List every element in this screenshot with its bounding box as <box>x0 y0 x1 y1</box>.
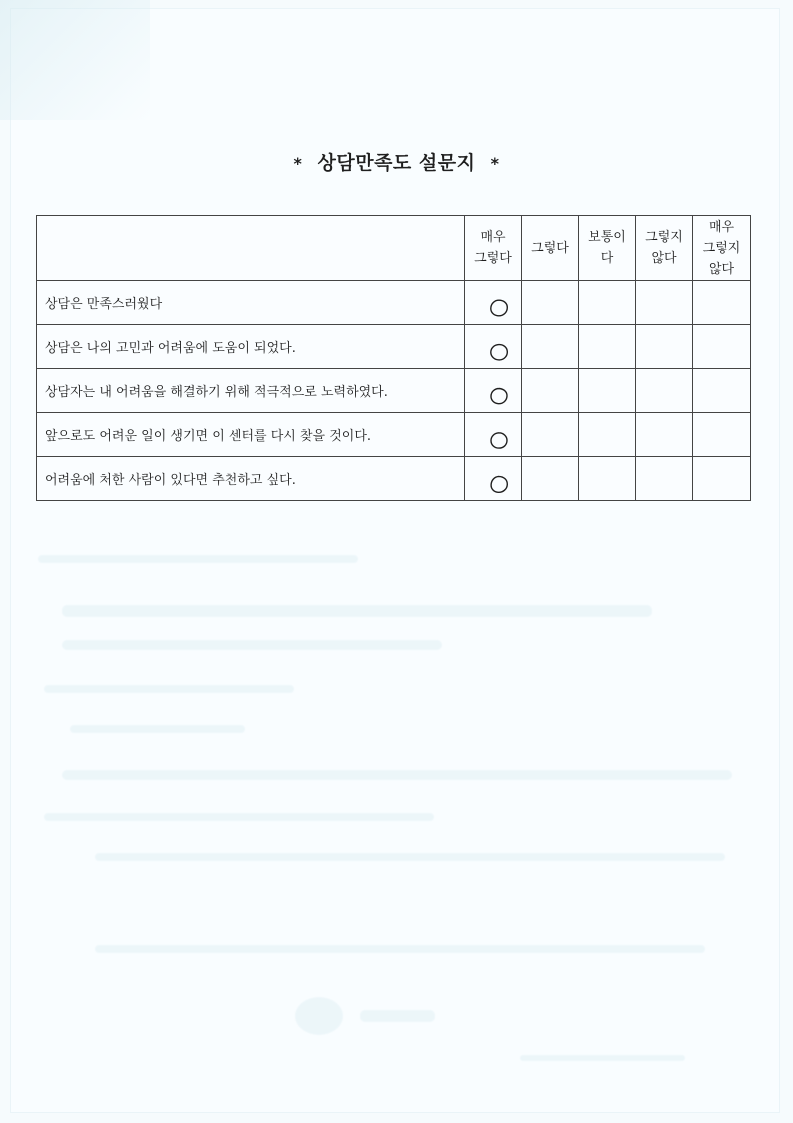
handwritten-circle-icon <box>487 297 511 321</box>
answer-cell-very-agree[interactable] <box>465 325 522 369</box>
question-text: 상담은 만족스러웠다 <box>37 281 465 325</box>
answer-cell-neutral[interactable] <box>579 325 636 369</box>
title-decoration-right: * <box>490 154 500 173</box>
question-header-blank <box>37 216 465 281</box>
question-row <box>37 369 751 413</box>
question-row <box>37 457 751 501</box>
rating-header: 매우 그렇다 <box>465 216 522 281</box>
survey-title <box>0 148 793 175</box>
handwritten-circle-icon <box>487 429 511 453</box>
answer-cell-very-agree[interactable] <box>465 369 522 413</box>
handwritten-circle-icon <box>487 473 511 497</box>
rating-header: 매우 그렇지 않다 <box>693 216 751 281</box>
answer-cell-very-disagree[interactable] <box>693 369 751 413</box>
answer-cell-neutral[interactable] <box>579 413 636 457</box>
question-row <box>37 281 751 325</box>
answer-cell-disagree[interactable] <box>636 413 693 457</box>
answer-cell-disagree[interactable] <box>636 325 693 369</box>
answer-cell-agree[interactable] <box>522 281 579 325</box>
answer-cell-very-agree[interactable] <box>465 413 522 457</box>
answer-cell-very-disagree[interactable] <box>693 281 751 325</box>
answer-cell-very-disagree[interactable] <box>693 325 751 369</box>
title-decoration-left: * <box>293 154 303 173</box>
question-text: 어려움에 처한 사람이 있다면 추천하고 싶다. <box>37 457 465 501</box>
answer-cell-neutral[interactable] <box>579 369 636 413</box>
answer-cell-very-agree[interactable] <box>465 457 522 501</box>
answer-cell-agree[interactable] <box>522 457 579 501</box>
handwritten-circle-icon <box>487 341 511 365</box>
handwritten-circle-icon <box>487 385 511 409</box>
rating-header: 그렇지 않다 <box>636 216 693 281</box>
question-text: 상담자는 내 어려움을 해결하기 위해 적극적으로 노력하였다. <box>37 369 465 413</box>
answer-cell-disagree[interactable] <box>636 369 693 413</box>
satisfaction-table <box>36 215 751 501</box>
question-text: 앞으로도 어려운 일이 생기면 이 센터를 다시 찾을 것이다. <box>37 413 465 457</box>
answer-cell-very-disagree[interactable] <box>693 413 751 457</box>
answer-cell-agree[interactable] <box>522 369 579 413</box>
answer-cell-agree[interactable] <box>522 325 579 369</box>
question-row <box>37 325 751 369</box>
answer-cell-neutral[interactable] <box>579 281 636 325</box>
survey-title-text: 상담만족도 설문지 <box>317 152 476 174</box>
question-text: 상담은 나의 고민과 어려움에 도움이 되었다. <box>37 325 465 369</box>
answer-cell-agree[interactable] <box>522 413 579 457</box>
answer-cell-very-agree[interactable] <box>465 281 522 325</box>
rating-header: 보통이 다 <box>579 216 636 281</box>
header-row <box>37 216 751 281</box>
question-row <box>37 413 751 457</box>
rating-header: 그렇다 <box>522 216 579 281</box>
answer-cell-neutral[interactable] <box>579 457 636 501</box>
scan-shadow <box>0 0 150 120</box>
answer-cell-disagree[interactable] <box>636 281 693 325</box>
answer-cell-very-disagree[interactable] <box>693 457 751 501</box>
answer-cell-disagree[interactable] <box>636 457 693 501</box>
